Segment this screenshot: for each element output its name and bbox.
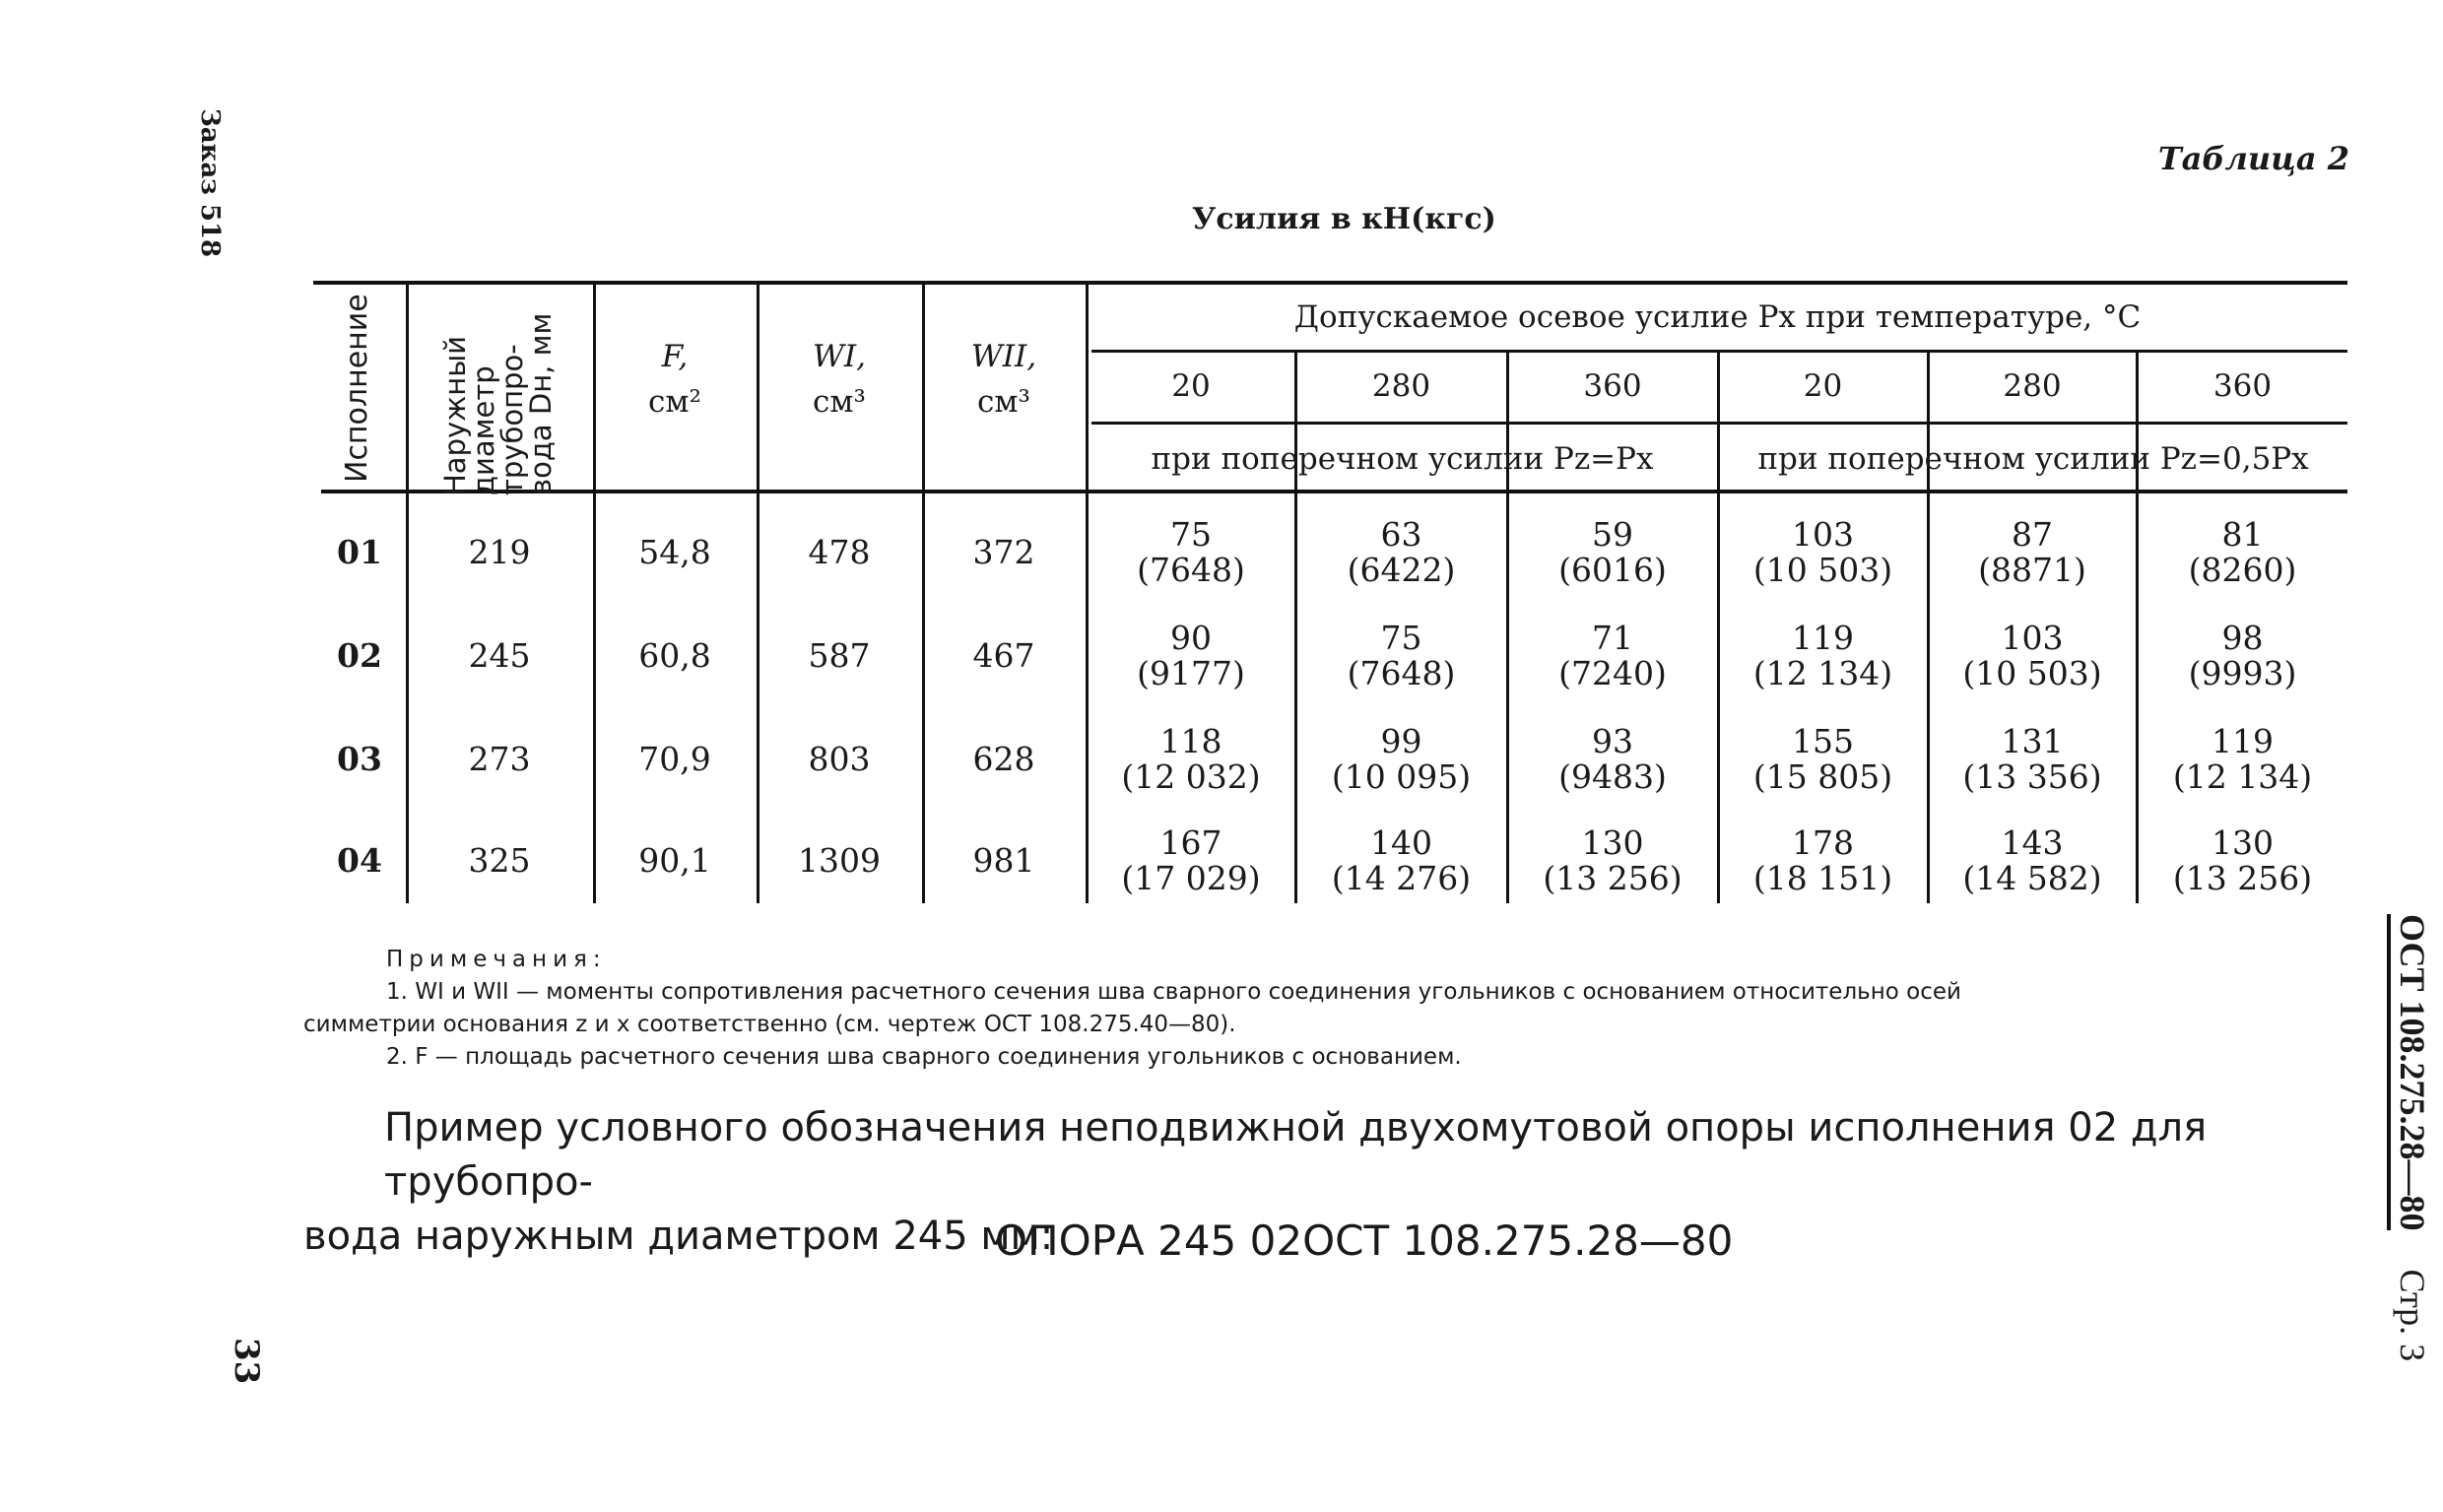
cell-W2: 467 [972, 636, 1035, 675]
notes [303, 944, 2352, 1074]
header-w1-unit: см³ [813, 384, 866, 420]
cell-force-kgf: (10 503) [1962, 654, 2102, 692]
cell-force-kn: 87 [2012, 515, 2053, 554]
note-1: 1. WI и WII — моменты сопротивления расчетного сечения шва сварного соединения угольников с основанием относительно осей [386, 979, 1961, 1005]
header-group-1: при поперечном усилии Pz=Px [1151, 441, 1654, 477]
cell-force-kn: 118 [1159, 722, 1222, 760]
cell-variant: 01 [337, 533, 382, 571]
cell-W1: 1309 [798, 841, 881, 880]
forces-table [313, 281, 2347, 911]
cell-force-kn: 81 [2221, 515, 2264, 554]
cell-force-kn: 131 [2001, 722, 2064, 760]
header-temp: 360 [1583, 368, 1642, 404]
cell-d: 245 [468, 636, 531, 675]
cell-force-kgf: (9177) [1137, 654, 1245, 692]
cell-F: 90,1 [638, 841, 711, 880]
header-w2: WII, [970, 339, 1037, 374]
header-diameter [438, 302, 560, 495]
header-temp: 20 [1171, 368, 1211, 404]
example-designation: ОПОРА 245 02ОСТ 108.275.28—80 [995, 1216, 1734, 1265]
header-bottom-rule [321, 490, 2347, 493]
cell-force-kgf: (7648) [1137, 551, 1245, 589]
cell-force-kgf: (6016) [1558, 551, 1667, 589]
example-line-1: Пример условного обозначения неподвижной двухомутовой опоры исполнения 02 для трубопро- [384, 1105, 2208, 1205]
col-rule [922, 283, 925, 903]
header-diameter-line: трубопро- [495, 344, 529, 495]
standard-sidebar [2392, 914, 2433, 1361]
header-allowable: Допускаемое осевое усилие Px при температуре, °C [1293, 299, 2142, 335]
cell-force-kn: 119 [2212, 722, 2274, 760]
cell-W1: 587 [808, 636, 871, 675]
cell-W2: 372 [972, 533, 1035, 571]
header-f: F, [661, 339, 689, 374]
cell-force-kn: 75 [1170, 515, 1212, 554]
cell-force-kgf: (10 503) [1752, 551, 1893, 589]
cell-W1: 803 [808, 740, 871, 778]
cell-force-kn: 103 [1792, 515, 1854, 554]
standard-code: ОСТ 108.275.28—80 [2387, 914, 2432, 1230]
cell-force-kn: 71 [1592, 619, 1633, 657]
header-f-unit: см² [648, 384, 701, 420]
header-group-2: при поперечном усилии Pz=0,5Px [1757, 441, 2309, 477]
cell-force-kgf: (12 134) [1752, 654, 1893, 692]
cell-W1: 478 [808, 533, 871, 571]
cell-force-kn: 93 [1592, 722, 1633, 760]
cell-force-kgf: (6422) [1347, 551, 1456, 589]
cell-force-kgf: (9993) [2188, 654, 2297, 692]
notes-title: Примечания: [386, 947, 607, 972]
header-temp: 360 [2212, 368, 2273, 404]
header-temp: 280 [2003, 368, 2062, 404]
cell-force-kn: 140 [1370, 823, 1432, 862]
col-rule [757, 283, 759, 903]
cell-variant: 04 [337, 841, 382, 880]
cell-force-kn: 103 [2001, 619, 2064, 657]
cell-d: 325 [468, 841, 531, 880]
cell-force-kgf: (14 276) [1331, 859, 1472, 897]
header-temp: 280 [1371, 368, 1431, 404]
order-number: Заказ 518 [195, 108, 225, 258]
cell-force-kn: 98 [2221, 619, 2264, 657]
col-rule [406, 283, 409, 903]
header-w2-unit: см³ [977, 384, 1030, 420]
table-title: Усилия в кН(кгс) [1192, 202, 1496, 236]
cell-d: 219 [468, 533, 531, 571]
header-variant: Исполнение [340, 294, 374, 483]
note-1-continuation: симметрии основания z и x соответственно (см. чертеж ОСТ 108.275.40—80). [303, 1012, 1236, 1037]
cell-force-kn: 59 [1592, 515, 1633, 554]
cell-force-kgf: (8260) [2188, 551, 2297, 589]
cell-F: 70,9 [638, 740, 711, 778]
cell-force-kgf: (12 032) [1121, 757, 1261, 796]
cell-force-kn: 63 [1380, 515, 1422, 554]
cell-force-kgf: (13 256) [2172, 859, 2313, 897]
table-top-rule [313, 281, 2347, 285]
cell-force-kn: 75 [1380, 619, 1422, 657]
cell-force-kgf: (10 095) [1331, 757, 1472, 796]
cell-force-kgf: (7648) [1347, 654, 1456, 692]
cell-variant: 03 [337, 740, 382, 778]
cell-force-kn: 130 [1581, 823, 1644, 862]
header-diameter-line: Наружный [438, 336, 472, 495]
cell-W2: 628 [972, 740, 1035, 778]
cell-force-kn: 99 [1380, 722, 1422, 760]
cell-W2: 981 [972, 841, 1035, 880]
standard-page-label: Стр. 3 [2393, 1269, 2432, 1362]
cell-force-kn: 155 [1792, 722, 1854, 760]
cell-force-kn: 130 [2212, 823, 2274, 862]
header-diameter-line: диаметр [467, 365, 500, 495]
table-label: Таблица 2 [2157, 140, 2349, 177]
cell-force-kn: 167 [1159, 823, 1222, 862]
cell-variant: 02 [337, 636, 382, 675]
cell-force-kn: 119 [1792, 619, 1854, 657]
example-line-2: вода наружным диаметром 245 мм: [303, 1214, 1054, 1259]
cell-force-kgf: (13 356) [1962, 757, 2102, 796]
cell-force-kgf: (18 151) [1752, 859, 1893, 897]
cell-d: 273 [468, 740, 531, 778]
cell-force-kgf: (7240) [1558, 654, 1667, 692]
cell-force-kn: 178 [1792, 823, 1854, 862]
page-number: 33 [227, 1338, 266, 1385]
cell-force-kgf: (9483) [1558, 757, 1667, 796]
cell-force-kn: 143 [2001, 823, 2064, 862]
col-rule [593, 283, 596, 903]
cell-force-kgf: (12 134) [2172, 757, 2313, 796]
cell-force-kgf: (13 256) [1543, 859, 1683, 897]
note-2: 2. F — площадь расчетного сечения шва сварного соединения угольников с основанием. [386, 1044, 1462, 1070]
header-diameter-line: вода Dн, мм [524, 312, 558, 495]
cell-F: 60,8 [638, 636, 711, 675]
cell-force-kgf: (17 029) [1121, 859, 1261, 897]
cell-force-kgf: (14 582) [1962, 859, 2102, 897]
cell-force-kn: 90 [1170, 619, 1212, 657]
cell-force-kgf: (8871) [1978, 551, 2086, 589]
header-w1: WI, [813, 339, 866, 374]
cell-force-kgf: (15 805) [1752, 757, 1893, 796]
header-temp: 20 [1803, 368, 1843, 404]
cell-F: 54,8 [638, 533, 711, 571]
